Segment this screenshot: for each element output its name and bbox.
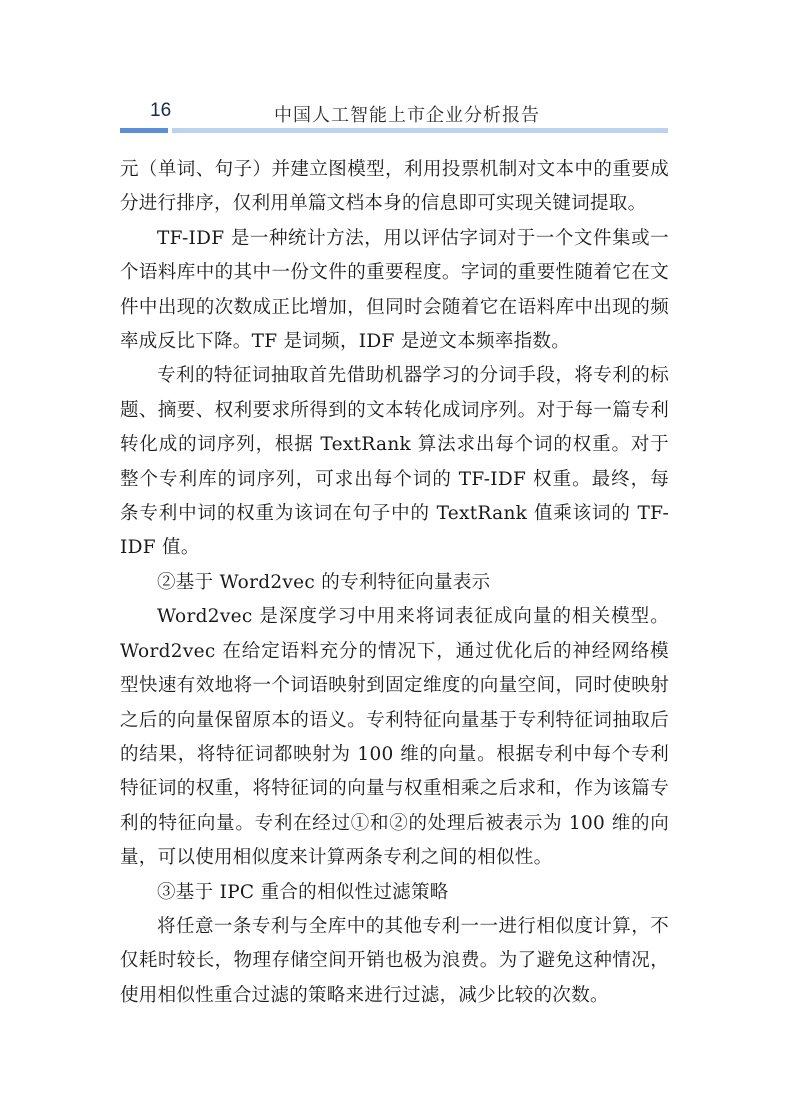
- section-heading: ②基于 Word2vec 的专利特征向量表示: [157, 571, 491, 593]
- paragraph: TF-IDF 是一种统计方法，用以评估字词对于一个文件集或一个语料库中的其中一份文件的重要程度。字词的重要性随着它在文件中出现的次数成正比增加，但同时会随着它在语料库中出现的频率成反比下降。TF 是词频，IDF 是逆文本频率指数。: [120, 227, 669, 353]
- section-heading: ③基于 IPC 重合的相似性过滤策略: [157, 881, 449, 903]
- paragraph: 元（单词、句子）并建立图模型，利用投票机制对文本中的重要成分进行排序，仅利用单篇文档本身的信息即可实现关键词提取。: [120, 159, 669, 215]
- body-text: [120, 153, 669, 1013]
- paragraph: Word2vec 是深度学习中用来将词表征成向量的相关模型。Word2vec 在给定语料充分的情况下，通过优化后的神经网络模型快速有效地将一个词语映射到固定维度的向量空间，同时使映射之后的向量保留原本的语义。专利特征向量基于专利特征词抽取后的结果，将特征词都映射为 100 维的向量。根据专利中每个专利特征词的权重，将特征词的向量与权重相乘之后求和，作为该篇专利的特征向量。专利在经过①和②的处理后被表示为 100 维的向量，可以使用相似度来计算两条专利之间的相似性。: [120, 606, 669, 869]
- paragraph: 专利的特征词抽取首先借助机器学习的分词手段，将专利的标题、摘要、权利要求所得到的文本转化成词序列。对于每一篇专利转化成的词序列，根据 TextRank 算法求出每个词的权重。对于整个专利库的词序列，可求出每个词的 TF-IDF 权重。最终，每条专利中词的权重为该词在句子中的 TextRank 值乘该词的 TF-IDF 值。: [120, 365, 669, 559]
- header-rule: [172, 128, 668, 133]
- page-number: 16: [150, 100, 172, 121]
- running-title: 中国人工智能上市企业分析报告: [274, 105, 540, 125]
- paragraph: 将任意一条专利与全库中的其他专利一一进行相似度计算，不仅耗时较长，物理存储空间开销也极为浪费。为了避免这种情况，使用相似性重合过滤的策略来进行过滤，减少比较的次数。: [120, 915, 669, 1006]
- page-header: [0, 0, 790, 140]
- header-rule-accent: [120, 128, 168, 133]
